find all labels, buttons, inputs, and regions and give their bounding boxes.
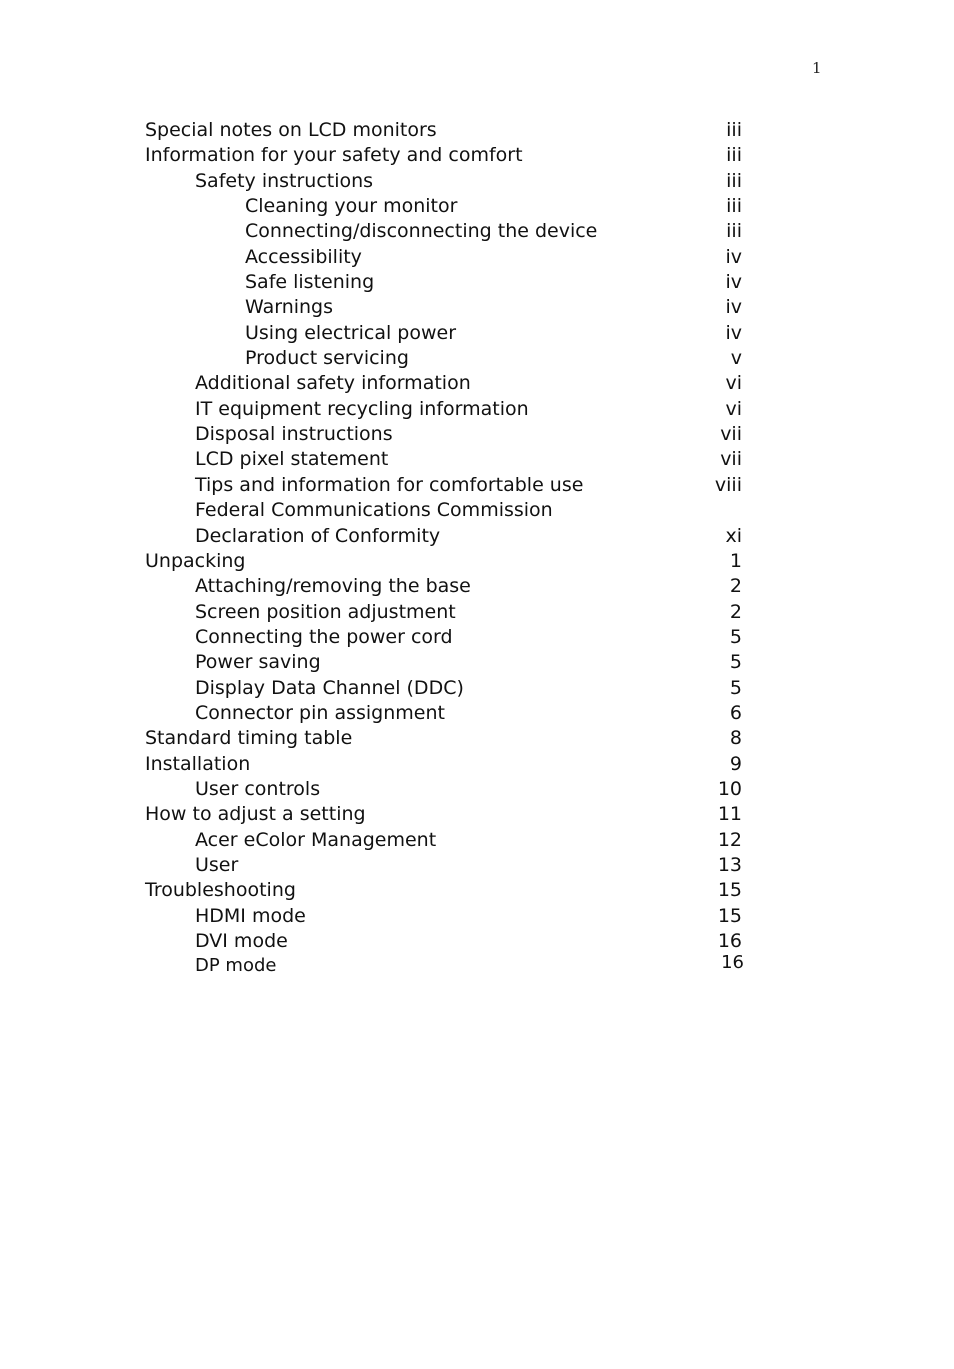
toc-entry[interactable] [145, 524, 745, 549]
toc-entry-page: v [730, 347, 742, 370]
toc-entry-page: xi [725, 524, 742, 547]
toc-entry-title: Special notes on LCD monitors [145, 119, 437, 141]
toc-entry-page: 13 [717, 853, 742, 876]
toc-entry[interactable] [145, 169, 745, 194]
toc-entry-title: Tips and information for comfortable use [195, 473, 584, 496]
toc-entry-title: Disposal instructions [195, 423, 393, 446]
toc-entry[interactable] [145, 954, 745, 979]
toc-entry[interactable] [145, 650, 745, 675]
toc-entry[interactable] [145, 777, 745, 802]
toc-entry[interactable] [145, 194, 745, 219]
toc-entry[interactable] [145, 422, 745, 447]
toc-entry-title: Declaration of Conformity [195, 524, 441, 547]
toc-entry[interactable] [145, 726, 745, 751]
toc-entry-title: Standard timing table [145, 727, 353, 750]
toc-entry-page: 9 [729, 752, 742, 775]
toc-entry-title: Display Data Channel (DDC) [195, 676, 464, 699]
toc-entry[interactable] [145, 752, 745, 777]
toc-entry-page: 2 [729, 575, 742, 598]
toc-entry-page: iv [725, 296, 742, 319]
toc-entry[interactable] [145, 802, 745, 827]
toc-entry[interactable] [145, 270, 745, 295]
toc-entry[interactable] [145, 600, 745, 625]
toc-entry[interactable] [145, 321, 745, 346]
toc-entry-page: 16 [717, 930, 742, 952]
toc-entry-title: Product servicing [245, 347, 409, 370]
toc-entry-title: Additional safety information [195, 372, 471, 395]
toc-entry[interactable] [145, 473, 745, 498]
toc-entry[interactable] [145, 219, 745, 244]
toc-entry[interactable] [145, 625, 745, 650]
toc-entry-title: Connecting the power cord [195, 625, 453, 648]
toc-entry-page: 16 [721, 952, 744, 974]
toc-entry-title: Safe listening [245, 271, 375, 294]
toc-entry-page: iii [726, 144, 742, 167]
toc-entry-page: 15 [717, 879, 742, 902]
toc-entry[interactable] [145, 929, 745, 954]
toc-entry-title: Cleaning your monitor [245, 195, 458, 218]
toc-entry-page: vii [720, 423, 742, 446]
toc-entry[interactable] [145, 371, 745, 396]
toc-entry[interactable] [145, 346, 745, 371]
toc-entry-title: Using electrical power [245, 321, 457, 344]
toc-entry-page: iii [726, 195, 742, 218]
toc-entry-title: Power saving [195, 651, 321, 674]
toc-entry-page: 15 [717, 904, 742, 927]
toc-entry-title: HDMI mode [195, 904, 306, 927]
toc-entry-page: 6 [729, 701, 742, 724]
toc-entry[interactable] [145, 878, 745, 903]
toc-entry-page: iii [726, 169, 742, 192]
toc-entry-page: vii [720, 448, 742, 471]
toc-entry-page: 8 [729, 727, 742, 750]
toc-entry-title: Attaching/removing the base [195, 575, 471, 598]
toc-entry-title: User [195, 853, 239, 876]
toc-entry-title: DP mode [195, 955, 277, 977]
toc-entry[interactable] [145, 295, 745, 320]
toc-entry[interactable] [145, 397, 745, 422]
toc-entry[interactable] [145, 245, 745, 270]
toc-entry[interactable] [145, 904, 745, 929]
toc-entry-title: IT equipment recycling information [195, 397, 529, 420]
toc-entry-title: Warnings [245, 296, 334, 319]
toc-entry-page: iii [726, 119, 742, 141]
toc-entry-page: 2 [729, 600, 742, 623]
toc-entry-page: iv [725, 245, 742, 268]
toc-entry-page: 1 [729, 549, 742, 572]
toc-entry-page: 5 [729, 625, 742, 648]
toc-entry-title: Accessibility [245, 245, 362, 268]
toc-entry[interactable] [145, 498, 745, 523]
toc-entry-title: Connector pin assignment [195, 701, 445, 724]
toc-entry[interactable] [145, 143, 745, 168]
toc-entry-title: User controls [195, 777, 321, 800]
toc-entry-title: Connecting/disconnecting the device [245, 220, 598, 243]
toc-entry-title: Safety instructions [195, 169, 374, 192]
toc-entry[interactable] [145, 676, 745, 701]
toc-entry[interactable] [145, 549, 745, 574]
toc-entry[interactable] [145, 118, 745, 143]
toc-entry-title: Troubleshooting [145, 879, 296, 902]
toc-entry-page: 11 [717, 803, 742, 826]
toc-entry-page: 5 [729, 651, 742, 674]
toc-entry-title: Screen position adjustment [195, 600, 456, 623]
toc-entry-title: Unpacking [145, 549, 246, 572]
toc-entry[interactable] [145, 447, 745, 472]
toc-entry[interactable] [145, 828, 745, 853]
toc-entry-title: Information for your safety and comfort [145, 144, 523, 167]
toc-entry-title: How to adjust a setting [145, 803, 366, 826]
toc-entry-page: iii [726, 220, 742, 243]
toc-entry-page: iv [725, 271, 742, 294]
toc-entry-page: vi [725, 397, 742, 420]
toc-entry[interactable] [145, 574, 745, 599]
toc-entry-title: Federal Communications Commission [195, 499, 553, 522]
toc-entry[interactable] [145, 853, 745, 878]
table-of-contents [145, 118, 745, 980]
toc-entry-title: LCD pixel statement [195, 448, 389, 471]
toc-entry-page: vi [725, 372, 742, 395]
toc-entry-page: viii [714, 473, 742, 496]
page-number: 1 [812, 59, 822, 77]
toc-entry-page: 12 [717, 828, 742, 851]
toc-entry[interactable] [145, 701, 745, 726]
toc-entry-page: 10 [717, 777, 742, 800]
toc-entry-title: DVI mode [195, 930, 288, 952]
toc-entry-page: 5 [729, 676, 742, 699]
toc-entry-title: Acer eColor Management [195, 828, 437, 851]
toc-entry-title: Installation [145, 752, 251, 775]
toc-entry-page: iv [725, 321, 742, 344]
